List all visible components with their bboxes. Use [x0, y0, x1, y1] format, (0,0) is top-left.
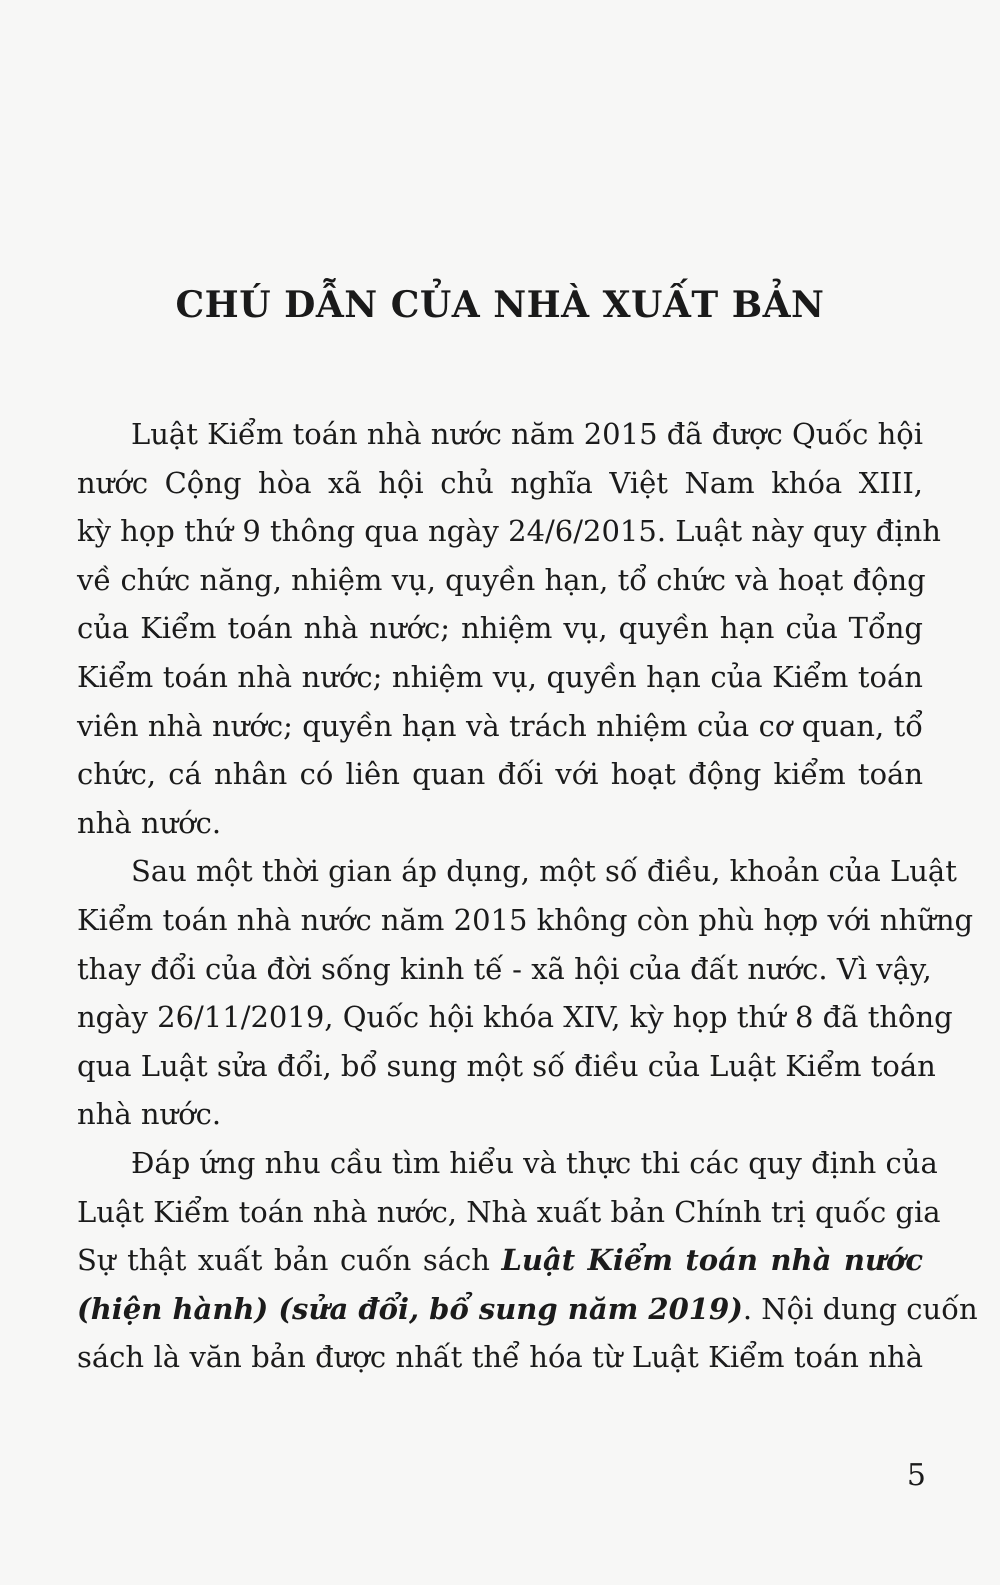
- book-title-emphasis: (hiện hành) (sửa đổi, bổ sung năm 2019): [77, 1291, 743, 1326]
- text-line: nước Cộng hòa xã hội chủ nghĩa Việt Nam khóa XIII,: [77, 465, 923, 500]
- text-line: Luật Kiểm toán nhà nước, Nhà xuất bản Chính trị quốc gia: [77, 1194, 941, 1229]
- text-line: chức, cá nhân có liên quan đối với hoạt động kiểm toán: [77, 757, 923, 792]
- text-line: qua Luật sửa đổi, bổ sung một số điều của Luật Kiểm toán: [77, 1048, 936, 1083]
- text-line: [77, 1285, 978, 1334]
- paragraph-3: [77, 1139, 978, 1382]
- body-text: [77, 410, 978, 1382]
- text-line: Kiểm toán nhà nước; nhiệm vụ, quyền hạn của Kiểm toán: [77, 659, 923, 694]
- page-number: 5: [906, 1458, 926, 1493]
- page-title: CHÚ DẪN CỦA NHÀ XUẤT BẢN: [175, 284, 825, 326]
- text-segment: Sự thật xuất bản cuốn sách: [77, 1243, 502, 1278]
- text-line: kỳ họp thứ 9 thông qua ngày 24/6/2015. Luật này quy định: [77, 514, 941, 549]
- text-line: sách là văn bản được nhất thể hóa từ Luật Kiểm toán nhà: [77, 1340, 923, 1375]
- text-line: nhà nước.: [77, 805, 222, 840]
- text-line: Đáp ứng nhu cầu tìm hiểu và thực thi các quy định của: [131, 1145, 938, 1180]
- text-line: viên nhà nước; quyền hạn và trách nhiệm của cơ quan, tổ: [77, 708, 923, 743]
- text-line: về chức năng, nhiệm vụ, quyền hạn, tổ chức và hoạt động: [77, 562, 926, 597]
- book-title-emphasis: Luật Kiểm toán nhà nước: [501, 1243, 923, 1278]
- text-line: [77, 1236, 923, 1285]
- text-line: thay đổi của đời sống kinh tế - xã hội của đất nước. Vì vậy,: [77, 951, 932, 986]
- text-line: Luật Kiểm toán nhà nước năm 2015 đã được Quốc hội: [131, 417, 924, 451]
- text-line: Sau một thời gian áp dụng, một số điều, khoản của Luật: [131, 854, 957, 889]
- text-line: ngày 26/11/2019, Quốc hội khóa XIV, kỳ họp thứ 8 đã thông: [77, 1000, 953, 1035]
- text-line: của Kiểm toán nhà nước; nhiệm vụ, quyền hạn của Tổng: [77, 611, 923, 646]
- text-line: nhà nước.: [77, 1097, 222, 1132]
- text-segment: . Nội dung cuốn: [742, 1291, 978, 1326]
- text-line: Kiểm toán nhà nước năm 2015 không còn phù hợp với những: [77, 902, 974, 937]
- paragraph-2: [77, 847, 974, 1139]
- paragraph-1: [77, 410, 941, 847]
